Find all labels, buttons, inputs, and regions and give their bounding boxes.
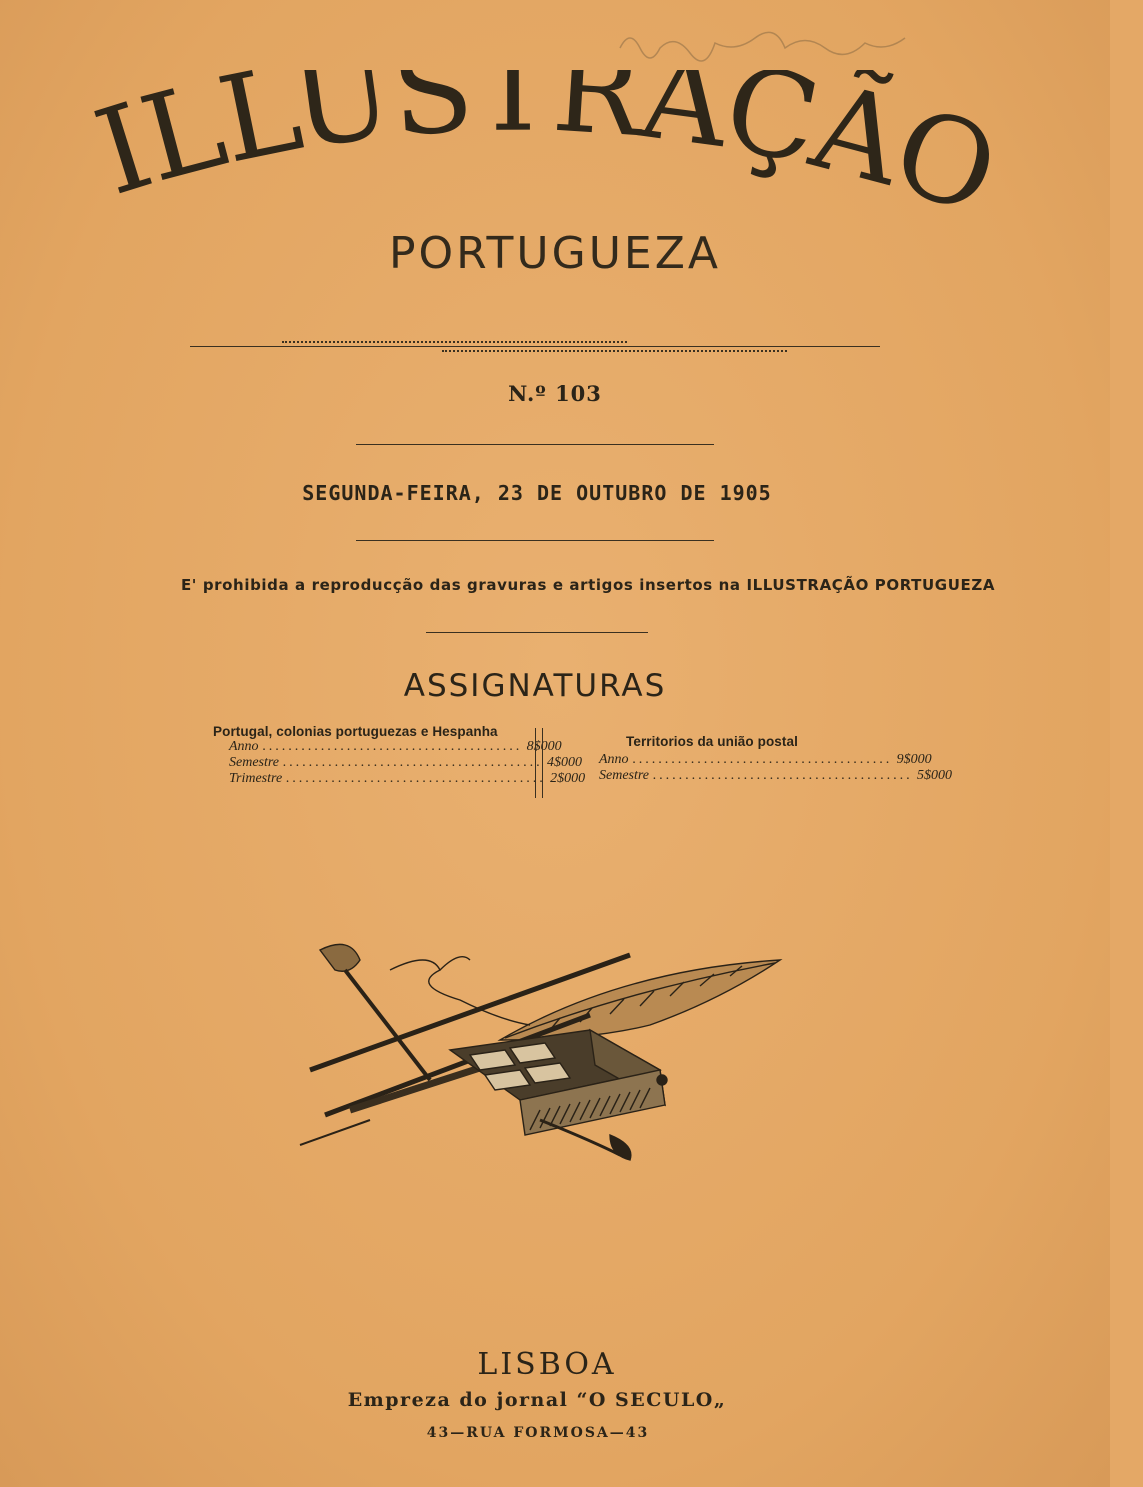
rate-price: 5$000 bbox=[917, 768, 953, 783]
subscriptions-title: ASSIGNATURAS bbox=[403, 668, 667, 704]
postal-union-heading: Territorios da união postal bbox=[626, 734, 798, 749]
leader-dots: ........................................ bbox=[283, 755, 544, 770]
rate-period: Semestre bbox=[229, 755, 280, 770]
rate-period: Semestre bbox=[599, 768, 650, 783]
leader-dots: ........................................ bbox=[632, 752, 893, 767]
masthead-subtitle: PORTUGUEZA bbox=[389, 228, 721, 279]
footer-publisher: Empreza do jornal “O SECULO„ bbox=[347, 1389, 727, 1411]
rate-price: 4$000 bbox=[547, 755, 583, 770]
svg-text:ILLUSTRAÇÃO bbox=[81, 70, 1012, 241]
rate-period: Anno bbox=[599, 752, 629, 767]
title-divider-dotted-2 bbox=[442, 350, 787, 352]
issue-number: N.º 103 bbox=[508, 381, 602, 406]
title-divider-dotted-1 bbox=[282, 341, 627, 343]
issue-date: SEGUNDA-FEIRA, 23 DE OUTUBRO DE 1905 bbox=[302, 481, 772, 505]
handwritten-annotation bbox=[600, 18, 960, 78]
notice-text: E' prohibida a reproducção das gravuras e artigos insertos na bbox=[180, 576, 741, 594]
copyright-notice bbox=[33, 576, 1143, 594]
leader-dots: ........................................ bbox=[653, 768, 914, 783]
divider bbox=[356, 444, 714, 445]
rate-price: 9$000 bbox=[896, 752, 932, 767]
rate-row bbox=[597, 752, 932, 768]
pens-and-paintbox-engraving bbox=[290, 930, 790, 1160]
rate-price: 8$000 bbox=[526, 739, 562, 754]
divider bbox=[356, 540, 714, 541]
title-text: ILLUSTRAÇÃO bbox=[80, 70, 1012, 241]
rate-row bbox=[213, 739, 562, 755]
footer-city: LISBOA bbox=[477, 1347, 617, 1382]
rate-period: Trimestre bbox=[229, 771, 283, 786]
footer-address: 43—RUA FORMOSA—43 bbox=[426, 1425, 650, 1441]
rate-row bbox=[213, 755, 583, 771]
title-divider-top bbox=[190, 346, 880, 347]
domestic-heading: Portugal, colonias portuguezas e Hespanha bbox=[213, 724, 498, 739]
domestic-rates bbox=[213, 724, 586, 787]
rate-price: 2$000 bbox=[550, 771, 586, 786]
column-separator bbox=[533, 728, 547, 798]
rate-period: Anno bbox=[229, 739, 259, 754]
leader-dots: ........................................ bbox=[262, 739, 523, 754]
rate-row bbox=[597, 768, 953, 784]
notice-emphasis: ILLUSTRAÇÃO PORTUGUEZA bbox=[746, 576, 996, 594]
leader-dots: ........................................ bbox=[286, 771, 547, 786]
divider bbox=[426, 632, 648, 633]
postal-union-rates bbox=[597, 734, 953, 784]
rate-row bbox=[213, 771, 586, 787]
